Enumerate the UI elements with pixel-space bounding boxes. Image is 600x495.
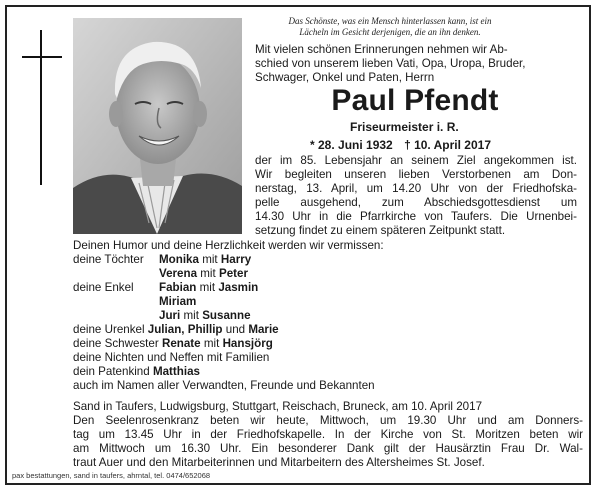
memorial-quote bbox=[250, 16, 530, 38]
relation-label: deine Enkel bbox=[73, 281, 134, 294]
mourner-name: Harry bbox=[220, 253, 252, 266]
announcement-line: setzung findet zu einem späteren Zeitpunkt statt. bbox=[255, 224, 506, 237]
mourner-name: Hansjörg bbox=[222, 337, 273, 350]
connector: mit bbox=[183, 309, 199, 322]
connector: und bbox=[225, 323, 246, 336]
list-item bbox=[73, 267, 583, 281]
funeral-announcement bbox=[255, 154, 577, 238]
connector: mit bbox=[200, 267, 216, 280]
mourner-name: Verena bbox=[159, 267, 198, 280]
deceased-name: Paul Pfendt bbox=[331, 84, 499, 117]
list-item: auch im Namen aller Verwandten, Freunde und Bekannten bbox=[73, 379, 375, 392]
announcement-line: nerstag, 13. April, um 14.20 Uhr von der Friedhofska- bbox=[255, 182, 577, 195]
list-item bbox=[73, 253, 583, 267]
list-item bbox=[73, 295, 583, 309]
list-item bbox=[73, 309, 583, 323]
connector: mit bbox=[199, 281, 216, 294]
mourner-name: Juri bbox=[159, 309, 181, 322]
funeral-home-credit: pax bestattungen, sand in taufers, ahrntal, tel. 0474/652068 bbox=[12, 471, 211, 480]
intro-line: Schwager, Onkel und Paten, Herrn bbox=[255, 71, 435, 84]
list-item bbox=[73, 337, 583, 351]
cross-icon-bar bbox=[22, 56, 62, 58]
mourners-heading: Deinen Humor und deine Herzlichkeit werden wir vermissen: bbox=[73, 239, 384, 252]
quote-line: Lächeln im Gesicht derjenigen, die an ihn denken. bbox=[299, 27, 481, 37]
closing-line: am Mittwoch um 16.30 Uhr. Ein besonderer Dank gilt der Hausärztin Frau Dr. Wal- bbox=[73, 442, 583, 455]
closing-line: Den Seelenrosenkranz beten wir heute, Mittwoch, um 19.30 Uhr und am Donners- bbox=[73, 414, 583, 427]
mourner-name: Fabian bbox=[159, 281, 197, 294]
closing-line: tag um 13.45 Uhr in der Friedhofskapelle. In der Kirche von St. Moritzen beten wir bbox=[73, 428, 583, 441]
list-item: deine Nichten und Neffen mit Familien bbox=[73, 351, 270, 364]
profession: Friseurmeister i. R. bbox=[350, 120, 459, 134]
announcement-line: der im 85. Lebensjahr an seinem Ziel angekommen ist. bbox=[255, 154, 577, 167]
list-item bbox=[73, 323, 583, 337]
intro-line: Mit vielen schönen Erinnerungen nehmen wir Ab- bbox=[255, 43, 508, 56]
relation-label: deine Schwester bbox=[73, 337, 159, 350]
closing-text bbox=[73, 400, 583, 470]
place-date-line: Sand in Taufers, Ludwigsburg, Stuttgart, Reischach, Bruneck, am 10. April 2017 bbox=[73, 400, 483, 413]
mourner-name: Miriam bbox=[159, 295, 197, 308]
cross-icon bbox=[40, 30, 42, 185]
portrait-photo bbox=[73, 18, 242, 234]
mourner-name: Julian, Phillip bbox=[147, 323, 223, 336]
death-date: † 10. April 2017 bbox=[404, 138, 492, 152]
mourner-name: Marie bbox=[248, 323, 279, 336]
birth-date: * 28. Juni 1932 bbox=[310, 138, 393, 152]
mourner-name: Susanne bbox=[202, 309, 251, 322]
mourner-name: Peter bbox=[218, 267, 248, 280]
mourner-name: Renate bbox=[161, 337, 201, 350]
mourners-list bbox=[73, 239, 583, 393]
connector: mit bbox=[203, 337, 220, 350]
mourner-name: Monika bbox=[159, 253, 199, 266]
list-item bbox=[73, 281, 583, 295]
relation-label: deine Urenkel bbox=[73, 323, 145, 336]
mourner-name: Jasmin bbox=[218, 281, 259, 294]
relation-label: deine Töchter bbox=[73, 253, 144, 266]
connector: mit bbox=[202, 253, 218, 266]
announcement-line: pelle ausgehend, zum Abschiedsgottesdienst um bbox=[255, 196, 577, 209]
closing-line: traut Auer und den Mitarbeiterinnen und Mitarbeitern des Altersheimes St. Josef. bbox=[73, 456, 485, 469]
announcement-line: Wir begleiten unseren lieben Verstorbenen am Don- bbox=[255, 168, 577, 181]
list-item bbox=[73, 365, 583, 379]
announcement-line: 14.30 Uhr in die Pfarrkirche von Taufers. Die Urnenbei- bbox=[255, 210, 577, 223]
relation-label: dein Patenkind bbox=[73, 365, 150, 378]
intro-text bbox=[255, 43, 579, 85]
mourner-name: Matthias bbox=[152, 365, 200, 378]
quote-line: Das Schönste, was ein Mensch hinterlassen kann, ist ein bbox=[288, 16, 492, 26]
life-dates bbox=[310, 138, 499, 152]
intro-line: schied von unserem lieben Vati, Opa, Uropa, Bruder, bbox=[255, 57, 526, 70]
